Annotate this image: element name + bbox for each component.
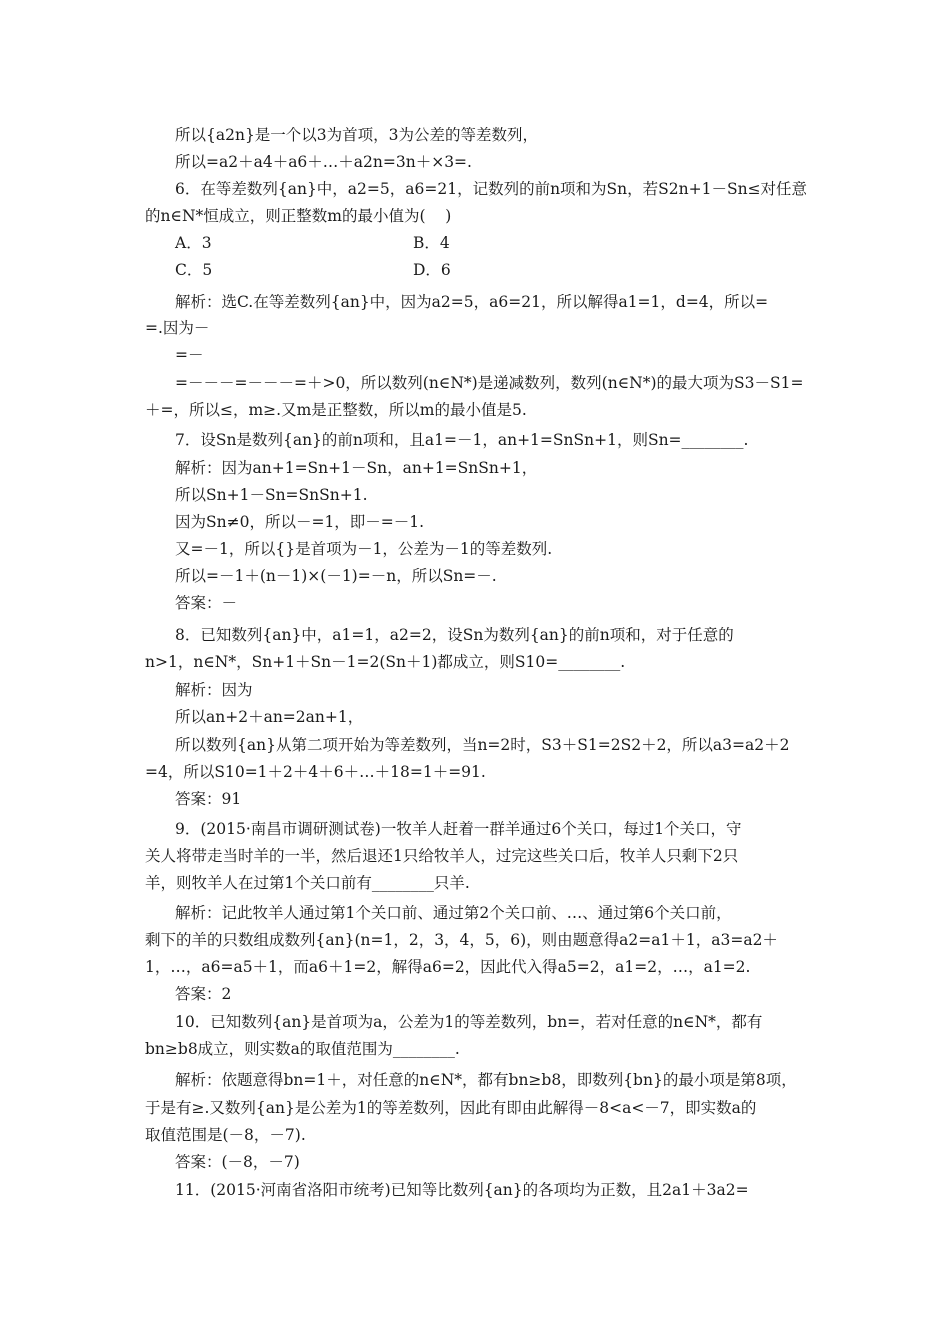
text-line: 所以an+2＋an=2an+1， (175, 708, 364, 726)
text-line: 解析：因为 (175, 681, 253, 699)
text-line: 因为Sn≠0，所以－=1，即－=－1. (175, 513, 425, 531)
text-line: n>1，n∈N*，Sn+1＋Sn－1=2(Sn＋1)都成立，则S10=________. (145, 653, 626, 671)
text-line: 所以{a2n}是一个以3为首项，3为公差的等差数列， (175, 126, 539, 144)
text-line: 于是有≥.又数列{an}是公差为1的等差数列，因此有即由此解得－8<a<－7，即实数a的 (145, 1099, 757, 1117)
text-line: 解析：选C.在等差数列{an}中，因为a2=5，a6=21，所以解得a1=1，d=4，所以= (175, 293, 769, 311)
text-line: 所以数列{an}从第二项开始为等差数列，当n=2时，S3＋S1=2S2＋2，所以a3=a2＋2 (175, 736, 790, 754)
text-line: 所以=－1＋(n－1)×(－1)=－n，所以Sn=－. (175, 567, 497, 585)
text-line: 解析：因为an+1=Sn+1－Sn，an+1=SnSn+1， (175, 459, 538, 477)
text-line: 又=－1，所以{}是首项为－1，公差为－1的等差数列. (175, 540, 553, 558)
text-line: 1，…，a6=a5＋1，而a6＋1=2，解得a6=2，因此代入得a5=2，a1=2，…，a1=2. (145, 958, 751, 976)
option-c: C．5 (175, 261, 213, 279)
text-line: =4，所以S10=1＋2＋4＋6＋…＋18=1＋=91. (145, 763, 486, 781)
text-line: 解析：记此牧羊人通过第1个关口前、通过第2个关口前、…、通过第6个关口前， (175, 904, 732, 922)
text-line: 取值范围是(－8，－7). (145, 1126, 306, 1144)
text-line: 10．已知数列{an}是首项为a，公差为1的等差数列，bn=，若对任意的n∈N*，都有 (175, 1013, 763, 1031)
text-line: =－－－=－－－=＋>0，所以数列(n∈N*)是递减数列，数列(n∈N*)的最大项为S3－S1= (175, 374, 804, 392)
text-line: bn≥b8成立，则实数a的取值范围为________. (145, 1040, 460, 1058)
text-line: =.因为－ (145, 319, 210, 337)
option-a: A．3 (175, 234, 212, 252)
text-line: 的n∈N*恒成立，则正整数m的最小值为( ) (145, 207, 452, 225)
text-line: 7．设Sn是数列{an}的前n项和，且a1=－1，an+1=SnSn+1，则Sn=________. (175, 431, 749, 449)
answer-line: 答案：(－8，－7) (175, 1153, 300, 1171)
answer-line: 答案：－ (175, 594, 238, 612)
text-line: 解析：依题意得bn=1＋，对任意的n∈N*，都有bn≥b8，即数列{bn}的最小项是第8项， (175, 1071, 797, 1089)
text-line: 6．在等差数列{an}中，a2=5，a6=21，记数列的前n项和为Sn，若S2n+1－Sn≤对任意 (175, 180, 808, 198)
answer-line: 答案：2 (175, 985, 232, 1003)
option-d: D．6 (413, 261, 451, 279)
text-line: 关人将带走当时羊的一半，然后退还1只给牧羊人，过完这些关口后，牧羊人只剩下2只 (145, 847, 739, 865)
option-b: B．4 (413, 234, 450, 252)
text-line: 9．(2015·南昌市调研测试卷)一牧羊人赶着一群羊通过6个关口，每过1个关口，守 (175, 820, 742, 838)
text-line: 11．(2015·河南省洛阳市统考)已知等比数列{an}的各项均为正数，且2a1＋3a2= (175, 1181, 749, 1199)
answer-line: 答案：91 (175, 790, 242, 808)
text-line: 羊，则牧羊人在过第1个关口前有________只羊. (145, 874, 470, 892)
text-line: ＋=，所以≤，m≥.又m是正整数，所以m的最小值是5. (145, 401, 527, 419)
text-line: 所以Sn+1－Sn=SnSn+1. (175, 486, 368, 504)
text-line: 剩下的羊的只数组成数列{an}(n=1，2，3，4，5，6)，则由题意得a2=a1＋1，a3=a2＋ (145, 931, 778, 949)
text-line: 8．已知数列{an}中，a1=1，a2=2，设Sn为数列{an}的前n项和，对于任意的 (175, 626, 734, 644)
text-line: =－ (175, 346, 204, 364)
text-line: 所以=a2＋a4＋a6＋…＋a2n=3n＋×3=. (175, 153, 472, 171)
